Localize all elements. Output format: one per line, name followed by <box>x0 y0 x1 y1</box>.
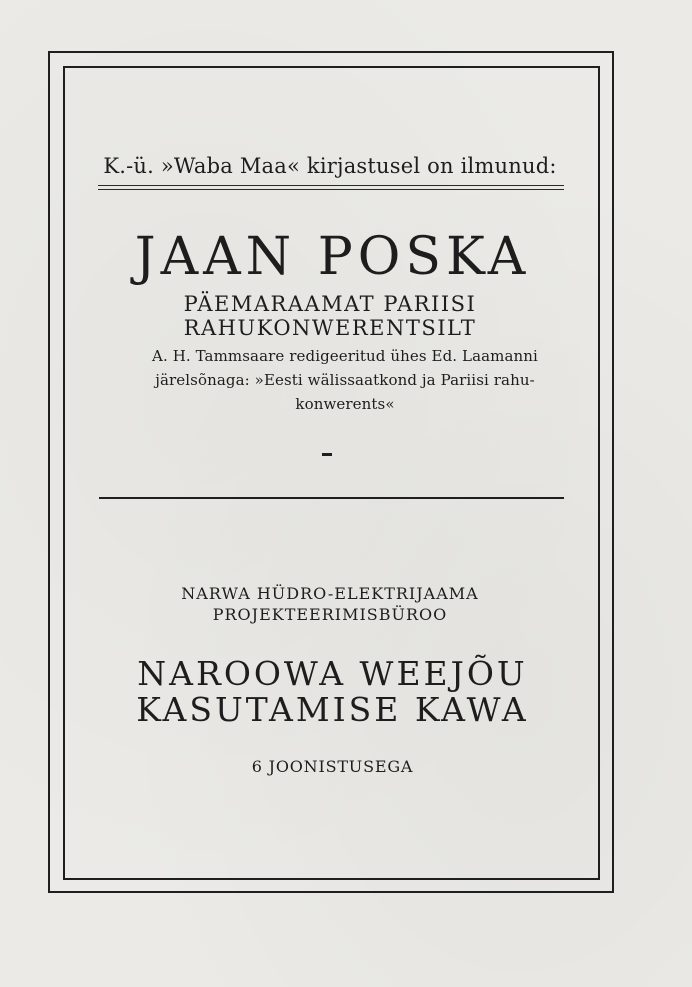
section-divider <box>99 497 564 499</box>
ornament-dash <box>322 453 332 456</box>
publisher-heading: K.-ü. »Waba Maa« kirjastusel on ilmunud: <box>103 154 557 178</box>
book2-drawings-note: 6 JOONISTUSEGA <box>251 757 414 776</box>
book1-editor-line1: A. H. Tammsaare redigeeritud ühes Ed. Laamanni <box>152 347 538 365</box>
book2-org-line2: PROJEKTEERIMISBÜROO <box>212 605 448 624</box>
book2-title-line1: NAROOWA WEEJÕU <box>137 654 528 693</box>
heading-underline <box>98 185 564 186</box>
book1-title-line1: PÄEMARAAMAT PARIISI <box>183 292 477 316</box>
book1-author: JAAN POSKA <box>134 227 531 287</box>
book2-org-line1: NARWA HÜDRO-ELEKTRIJAAMA <box>181 584 479 603</box>
heading-underline-second <box>98 189 564 190</box>
book1-title-line2: RAHUKONWERENTSILT <box>183 316 477 340</box>
book1-editor-line3: konwerents« <box>295 395 395 413</box>
book2-title-line2: KASUTAMISE KAWA <box>136 690 529 729</box>
book1-editor-line2: järelsõnaga: »Eesti wälissaatkond ja Pariisi rahu- <box>155 371 535 389</box>
